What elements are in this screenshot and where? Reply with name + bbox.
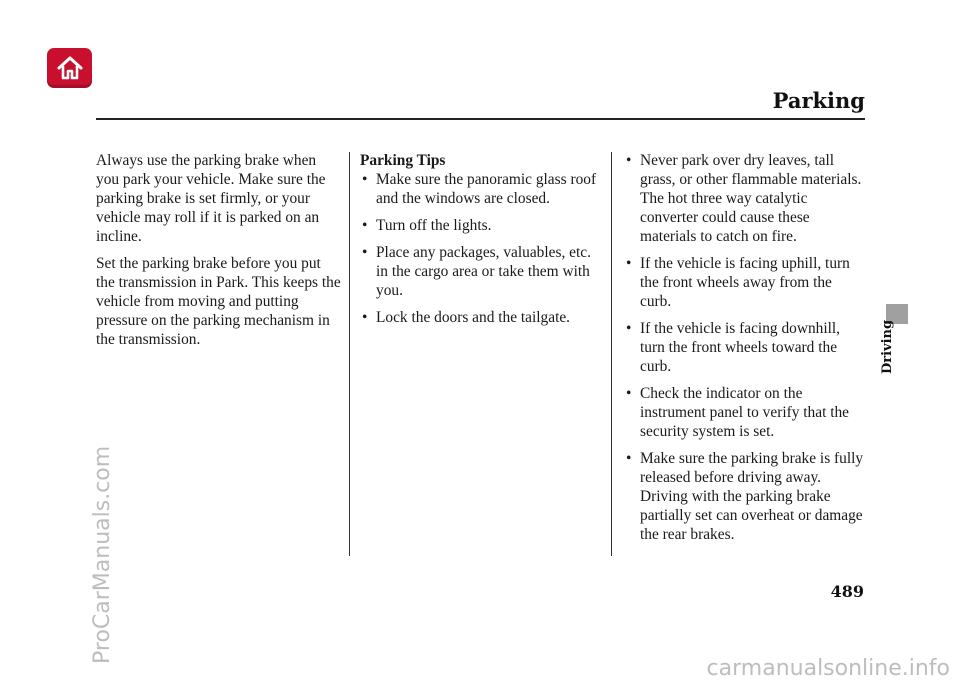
list-item-text: If the vehicle is facing downhill, turn the front wheels toward the curb. xyxy=(640,320,841,375)
bullet-icon: • xyxy=(362,244,368,261)
title-rule xyxy=(96,118,865,120)
list-item-text: Never park over dry leaves, tall grass, or other flammable materials. The hot three way catalytic converter could cause these materials to catch on fire. xyxy=(640,152,862,245)
home-icon xyxy=(56,55,84,81)
section-title: Parking xyxy=(772,88,865,113)
section-tab-label: Driving xyxy=(880,319,895,374)
list-item xyxy=(624,449,864,544)
list-item xyxy=(624,319,864,376)
bullet-icon: • xyxy=(626,255,632,272)
list-item-text: Place any packages, valuables, etc. in the cargo area or take them with you. xyxy=(376,244,591,299)
page-number: 489 xyxy=(830,582,864,601)
column-3 xyxy=(624,151,864,552)
bullet-icon: • xyxy=(626,450,632,467)
bullet-icon: • xyxy=(626,385,632,402)
column-divider xyxy=(611,152,612,556)
parking-safety-list xyxy=(624,151,864,544)
parking-tips-heading: Parking Tips xyxy=(360,152,446,169)
watermark-bottom: carmanualsonline.info xyxy=(706,656,950,681)
bullet-icon: • xyxy=(362,171,368,188)
list-item xyxy=(360,216,604,235)
column-2 xyxy=(360,151,604,335)
bullet-icon: • xyxy=(362,217,368,234)
paragraph: Always use the parking brake when you park your vehicle. Make sure the parking brake is set firmly, or your vehicle may roll if it is parked on an incline. xyxy=(96,152,326,245)
list-item-text: Turn off the lights. xyxy=(376,217,492,234)
list-item xyxy=(624,384,864,441)
bullet-icon: • xyxy=(362,309,368,326)
list-item-text: Make sure the parking brake is fully released before driving away. Driving with the parking brake partially set can overheat or damage the rear brakes. xyxy=(640,450,864,543)
list-item xyxy=(624,254,864,311)
paragraph: Set the parking brake before you put the transmission in Park. This keeps the vehicle from moving and putting pressure on the parking mechanism in the transmission. xyxy=(96,255,341,348)
column-divider xyxy=(349,152,350,556)
list-item xyxy=(360,170,604,208)
list-item-text: Lock the doors and the tailgate. xyxy=(376,309,571,326)
list-item-text: Make sure the panoramic glass roof and the windows are closed. xyxy=(376,171,597,207)
parking-tips-list xyxy=(360,170,604,327)
list-item-text: Check the indicator on the instrument panel to verify that the security system is set. xyxy=(640,385,849,440)
bullet-icon: • xyxy=(626,152,632,169)
column-1 xyxy=(96,151,342,357)
list-item xyxy=(624,151,864,246)
watermark-side: ProCarManuals.com xyxy=(90,445,115,664)
list-item xyxy=(360,308,604,327)
list-item-text: If the vehicle is facing uphill, turn the front wheels away from the curb. xyxy=(640,255,850,310)
home-button[interactable] xyxy=(47,48,92,88)
list-item xyxy=(360,243,604,300)
bullet-icon: • xyxy=(626,320,632,337)
